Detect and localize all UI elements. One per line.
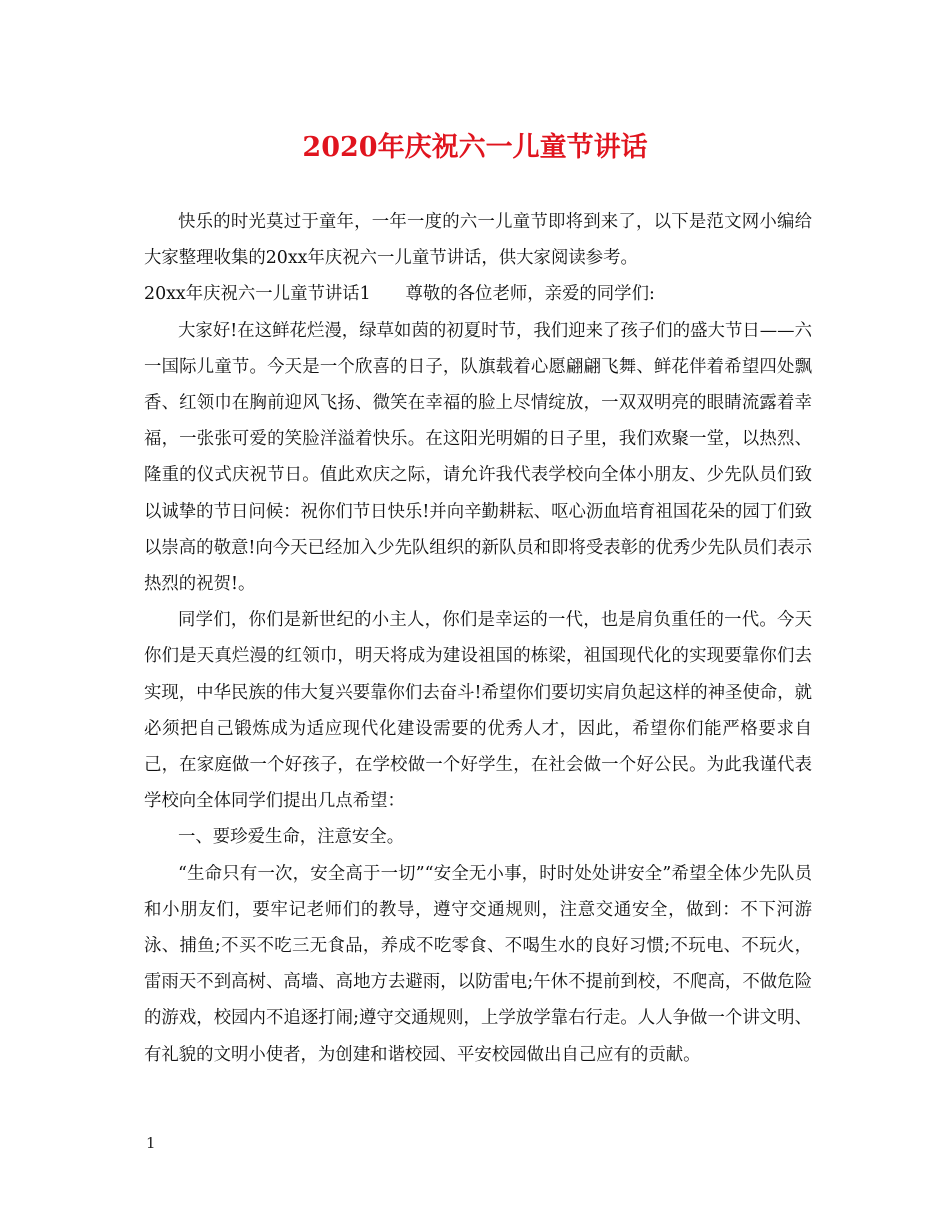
- paragraph-safety: “生命只有一次，安全高于一切”“安全无小事，时时处处讲安全”希望全体少先队员和小朋友们，要牢记老师们的教导，遵守交通规则，注意交通安全，做到：不下河游泳、捕鱼;不买不吃三无食品，养成不吃零食、不喝生水的良好习惯;不玩电、不玩火，雷雨天不到高树、高墙、高地方去避雨，以防雷电;午休不提前到校，不爬高，不做危险的游戏，校园内不追逐打闹;遵守交通规则，上学放学靠右行走。人人争做一个讲文明、有礼貌的文明小使者，为创建和谐校园、平安校园做出自己应有的贡献。: [144, 863, 812, 1065]
- document-body: [144, 204, 812, 1073]
- paragraph-greeting: 大家好!在这鲜花烂漫，绿草如茵的初夏时节，我们迎来了孩子们的盛大节日——六一国际儿童节。今天是一个欣喜的日子，队旗载着心愿翩翩飞舞、鲜花伴着希望四处飘香、红领巾在胸前迎风飞扬、微笑在幸福的脸上尽情绽放，一双双明亮的眼睛流露着幸福，一张张可爱的笑脸洋溢着快乐。在这阳光明媚的日子里，我们欢聚一堂，以热烈、隆重的仪式庆祝节日。值此欢庆之际，请允许我代表学校向全体小朋友、少先队员们致以诚挚的节日问候：祝你们节日快乐!并向辛勤耕耘、呕心沥血培育祖国花朵的园丁们致以崇高的敬意!向今天已经加入少先队组织的新队员和即将受表彰的优秀少先队员们表示热烈的祝贺!。: [144, 320, 812, 595]
- paragraph-section-one-heading: 一、要珍爱生命，注意安全。: [178, 827, 405, 848]
- page-number: 1: [146, 1134, 156, 1152]
- paragraph-intro: 快乐的时光莫过于童年，一年一度的六一儿童节即将到来了，以下是范文网小编给大家整理收集的20xx年庆祝六一儿童节讲话，供大家阅读参考。: [144, 212, 812, 269]
- document-title: 2020年庆祝六一儿童节讲话: [302, 132, 648, 163]
- paragraph-students: 同学们，你们是新世纪的小主人，你们是幸运的一代，也是肩负重任的一代。今天你们是天真烂漫的红领巾，明天将成为建设祖国的栋梁，祖国现代化的实现要靠你们去实现，中华民族的伟大复兴要靠你们去奋斗!希望你们要切实肩负起这样的神圣使命，就必须把自己锻炼成为适应现代化建设需要的优秀人才，因此，希望你们能严格要求自己，在家庭做一个好孩子，在学校做一个好学生，在社会做一个好公民。为此我谨代表学校向全体同学们提出几点希望：: [144, 610, 812, 812]
- paragraph-speech-heading: 20xx年庆祝六一儿童节讲话1 尊敬的各位老师，亲爱的同学们:: [144, 284, 655, 305]
